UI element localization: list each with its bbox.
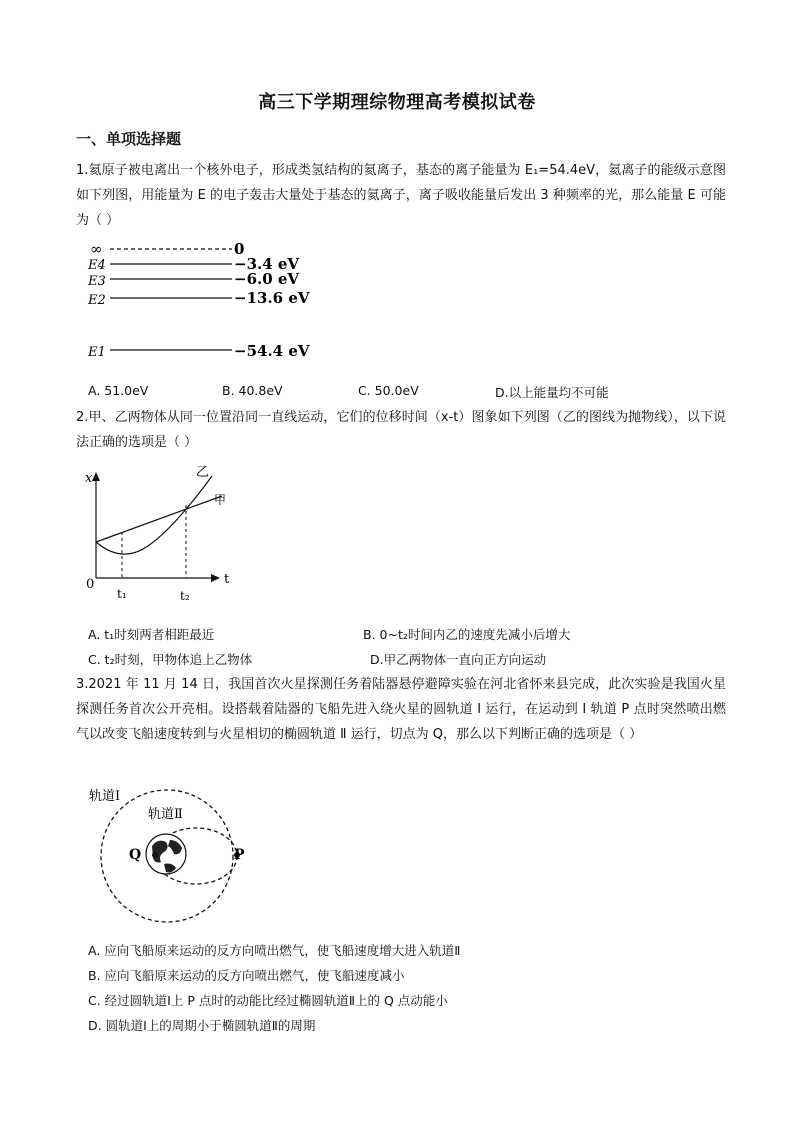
q1-option-a[interactable]: A. 51.0eV [88,383,149,398]
level-label-inf: ∞ [90,240,103,258]
q3-option-d[interactable]: D. 圆轨道Ⅰ上的周期小于椭圆轨道Ⅱ的周期 [88,1018,316,1033]
origin-label: 0 [86,577,95,592]
question-2-text: 2.甲、乙两物体从同一位置沿同一直线运动，它们的位移时间（x-t）图象如下列图（乙的图线为抛物线），以下说法正确的选项是（ ） [76,410,726,450]
question-1-text: 1.氦原子被电离出一个核外电子，形成类氢结构的氦离子，基态的离子能量为 E₁=54.4eV，氦离子的能级示意图如下列图，用能量为 E 的电子轰击大量处于基态的氦离子，离子吸收能量后发出 3 种频率的光，那么能量 E 可能为（ ） [76,163,726,228]
level-value-inf: 0 [234,240,245,258]
point-p-label: P [234,847,245,863]
curve-yi [96,476,212,554]
level-label-e2: E2 [88,293,106,308]
xt-graph [82,462,252,610]
level-label-e1: E1 [88,345,106,360]
page-title: 高三下学期理综物理高考模拟试卷 [258,92,536,113]
line-jia-label: 甲 [214,493,227,507]
orbit-1-label: 轨道Ⅰ [89,789,121,804]
q2-option-c[interactable]: C. t₂时刻，甲物体追上乙物体 [88,652,253,667]
level-value-e4: −3.4 eV [234,255,300,273]
y-axis-arrow [92,472,100,481]
orbit-2-label: 轨道Ⅱ [148,807,183,822]
x-axis-label: t [224,572,230,587]
section-title: 一、单项选择题 [76,130,182,148]
point-q-label: Q [129,847,142,863]
question-3-text: 3.2021 年 11 月 14 日，我国首次火星探测任务着陆器悬停避障实验在河北省怀来县完成，此次实验是我国火星探测任务首次公开亮相。设搭载着陆器的飞船先进入绕火星的圆轨道 I 运行，在运动到 I 轨道 P 点时突然喷出燃气以改变飞船速度转到与火星相切的椭圆轨道 Ⅱ 运行，切点为 Q，那么以下判断正确的选项是（ ） [76,677,726,742]
q2-option-d[interactable]: D.甲乙两物体一直向正方向运动 [370,652,547,667]
line-jia [96,496,222,542]
q2-option-a[interactable]: A. t₁时刻两者相距最近 [88,627,215,642]
x-axis-arrow [211,574,220,582]
orbit-figure [80,784,260,924]
level-label-e3: E3 [88,274,106,289]
level-value-e3: −6.0 eV [234,270,300,288]
t1-label: t₁ [117,587,127,601]
t2-label: t₂ [180,589,190,603]
level-label-e4: E4 [88,258,106,273]
level-value-e1: −54.4 eV [234,342,310,360]
level-value-e2: −13.6 eV [234,289,310,307]
q1-option-d[interactable]: D.以上能量均不可能 [495,385,609,400]
q1-option-b[interactable]: B. 40.8eV [222,383,283,398]
q3-option-b[interactable]: B. 应向飞船原来运动的反方向喷出燃气，使飞船速度减小 [88,968,405,983]
q2-option-b[interactable]: B. 0~t₂时间内乙的速度先减小后增大 [363,627,571,642]
q3-option-a[interactable]: A. 应向飞船原来运动的反方向喷出燃气，使飞船速度增大进入轨道Ⅱ [88,943,461,958]
point-q-dot [152,852,158,858]
energy-level-diagram [84,238,324,366]
q1-option-c[interactable]: C. 50.0eV [358,383,419,398]
q3-option-c[interactable]: C. 经过圆轨道Ⅰ上 P 点时的动能比经过椭圆轨道Ⅱ上的 Q 点动能小 [88,993,448,1008]
y-axis-label: x [85,471,93,486]
curve-yi-label: 乙 [196,465,210,480]
